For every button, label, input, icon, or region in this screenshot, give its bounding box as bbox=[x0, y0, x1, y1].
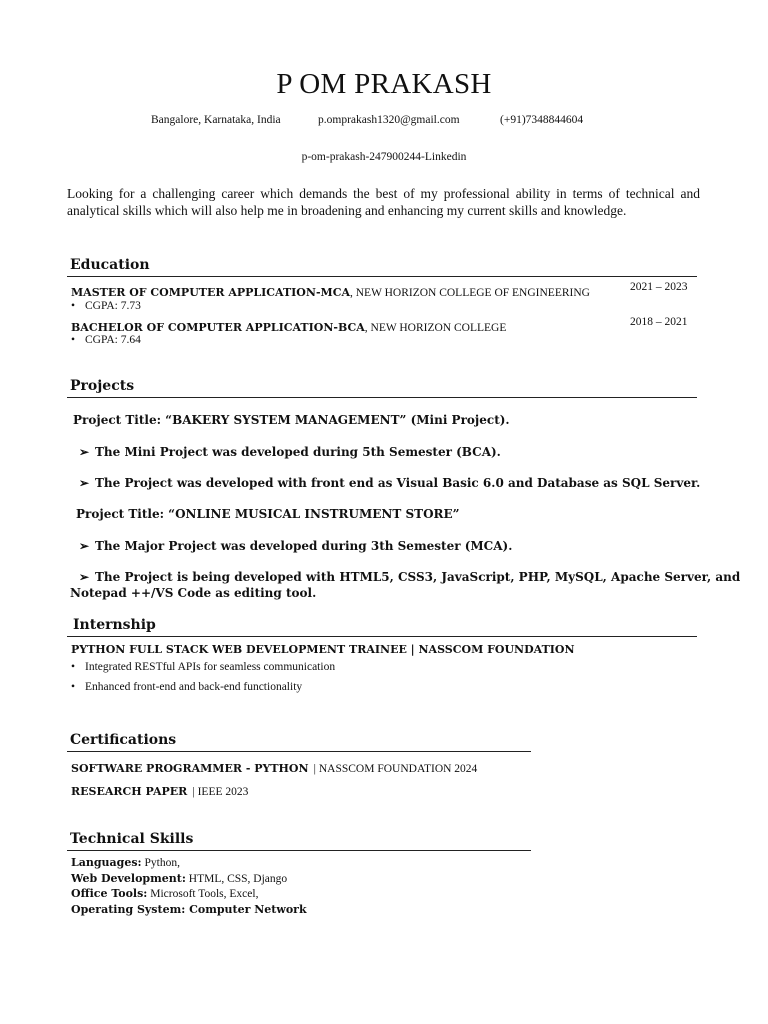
institution-name: , NEW HORIZON COLLEGE bbox=[364, 322, 507, 334]
project-point-text: The Major Project was developed during 3th Semester (MCA). bbox=[95, 539, 513, 553]
institution-name: , NEW HORIZON COLLEGE OF ENGINEERING bbox=[349, 287, 590, 299]
degree-title: MASTER OF COMPUTER APPLICATION-MCA bbox=[71, 286, 350, 299]
project-point-continued: Notepad ++/VS Code as editing tool. bbox=[70, 586, 317, 600]
certification-item bbox=[71, 757, 477, 776]
skill-label: Languages: bbox=[71, 856, 142, 869]
education-entry bbox=[71, 316, 506, 335]
skill-row bbox=[71, 903, 307, 916]
skill-row bbox=[71, 872, 287, 885]
linkedin-link[interactable]: p-om-prakash-247900244-Linkedin bbox=[301, 151, 467, 163]
project-point-text: The Project was developed with front end as Visual Basic 6.0 and Database as SQL Server. bbox=[95, 476, 701, 490]
bullet-icon: • bbox=[71, 661, 76, 673]
project-point bbox=[79, 445, 501, 459]
internship-heading: Internship bbox=[73, 617, 156, 633]
email-text: p.omprakash1320@gmail.com bbox=[318, 114, 460, 126]
skill-label: Web Development: bbox=[71, 872, 186, 885]
internship-point bbox=[71, 661, 335, 673]
education-grade bbox=[71, 300, 141, 312]
skill-row bbox=[71, 856, 180, 869]
skills-divider bbox=[67, 850, 531, 851]
internship-point-text: Integrated RESTful APIs for seamless communication bbox=[85, 661, 336, 673]
project-point bbox=[79, 570, 740, 584]
skill-label: Operating System: Computer Network bbox=[71, 903, 307, 916]
skill-row bbox=[71, 887, 258, 900]
certifications-heading: Certifications bbox=[70, 732, 177, 748]
certifications-divider bbox=[67, 751, 531, 752]
location-text: Bangalore, Karnataka, India bbox=[151, 114, 281, 126]
skill-label: Office Tools: bbox=[71, 887, 148, 900]
degree-title: BACHELOR OF COMPUTER APPLICATION-BCA bbox=[71, 321, 365, 334]
projects-divider bbox=[67, 397, 697, 398]
education-entry bbox=[71, 281, 590, 300]
bullet-icon: • bbox=[71, 681, 76, 693]
project-point bbox=[79, 539, 512, 553]
skill-value: Python, bbox=[144, 857, 180, 869]
internship-point bbox=[71, 681, 302, 693]
internship-divider bbox=[67, 636, 697, 637]
project-point-text: The Mini Project was developed during 5th Semester (BCA). bbox=[95, 445, 501, 459]
phone-text: (+91)7348844604 bbox=[500, 114, 584, 126]
certification-detail: | NASSCOM FOUNDATION 2024 bbox=[313, 763, 478, 775]
certification-item bbox=[71, 780, 248, 799]
bullet-icon: • bbox=[71, 300, 76, 312]
skill-value: Microsoft Tools, Excel, bbox=[150, 888, 259, 900]
certification-name: RESEARCH PAPER bbox=[71, 785, 188, 798]
internship-role: PYTHON FULL STACK WEB DEVELOPMENT TRAINEE | NASSCOM FOUNDATION bbox=[71, 643, 575, 656]
arrow-bullet-icon: ➢ bbox=[79, 570, 90, 584]
project-title: Project Title: “BAKERY SYSTEM MANAGEMENT” (Mini Project). bbox=[73, 413, 510, 427]
arrow-bullet-icon: ➢ bbox=[79, 445, 90, 459]
education-heading: Education bbox=[70, 257, 150, 273]
objective-paragraph: Looking for a challenging career which demands the best of my professional ability in terms of technical and analytical skills which will also help me in broadening and enhancing my current skills and knowledge. bbox=[67, 186, 700, 218]
skills-heading: Technical Skills bbox=[70, 831, 194, 847]
education-years: 2018 – 2021 bbox=[630, 316, 688, 328]
arrow-bullet-icon: ➢ bbox=[79, 476, 90, 490]
education-years: 2021 – 2023 bbox=[630, 281, 688, 293]
grade-text: CGPA: 7.64 bbox=[85, 334, 141, 346]
project-point bbox=[79, 476, 700, 490]
internship-point-text: Enhanced front-end and back-end functionality bbox=[85, 681, 303, 693]
education-grade bbox=[71, 334, 141, 346]
candidate-name: P OM PRAKASH bbox=[276, 68, 492, 100]
certification-name: SOFTWARE PROGRAMMER - PYTHON bbox=[71, 762, 309, 775]
projects-heading: Projects bbox=[70, 378, 135, 394]
project-title: Project Title: “ONLINE MUSICAL INSTRUMENT STORE” bbox=[76, 507, 460, 521]
skill-value: HTML, CSS, Django bbox=[188, 873, 288, 885]
grade-text: CGPA: 7.73 bbox=[85, 300, 141, 312]
arrow-bullet-icon: ➢ bbox=[79, 539, 90, 553]
certification-detail: | IEEE 2023 bbox=[192, 786, 249, 798]
bullet-icon: • bbox=[71, 334, 76, 346]
project-point-text: The Project is being developed with HTML5, CSS3, JavaScript, PHP, MySQL, Apache Server, and bbox=[95, 570, 741, 584]
education-divider bbox=[67, 276, 697, 277]
